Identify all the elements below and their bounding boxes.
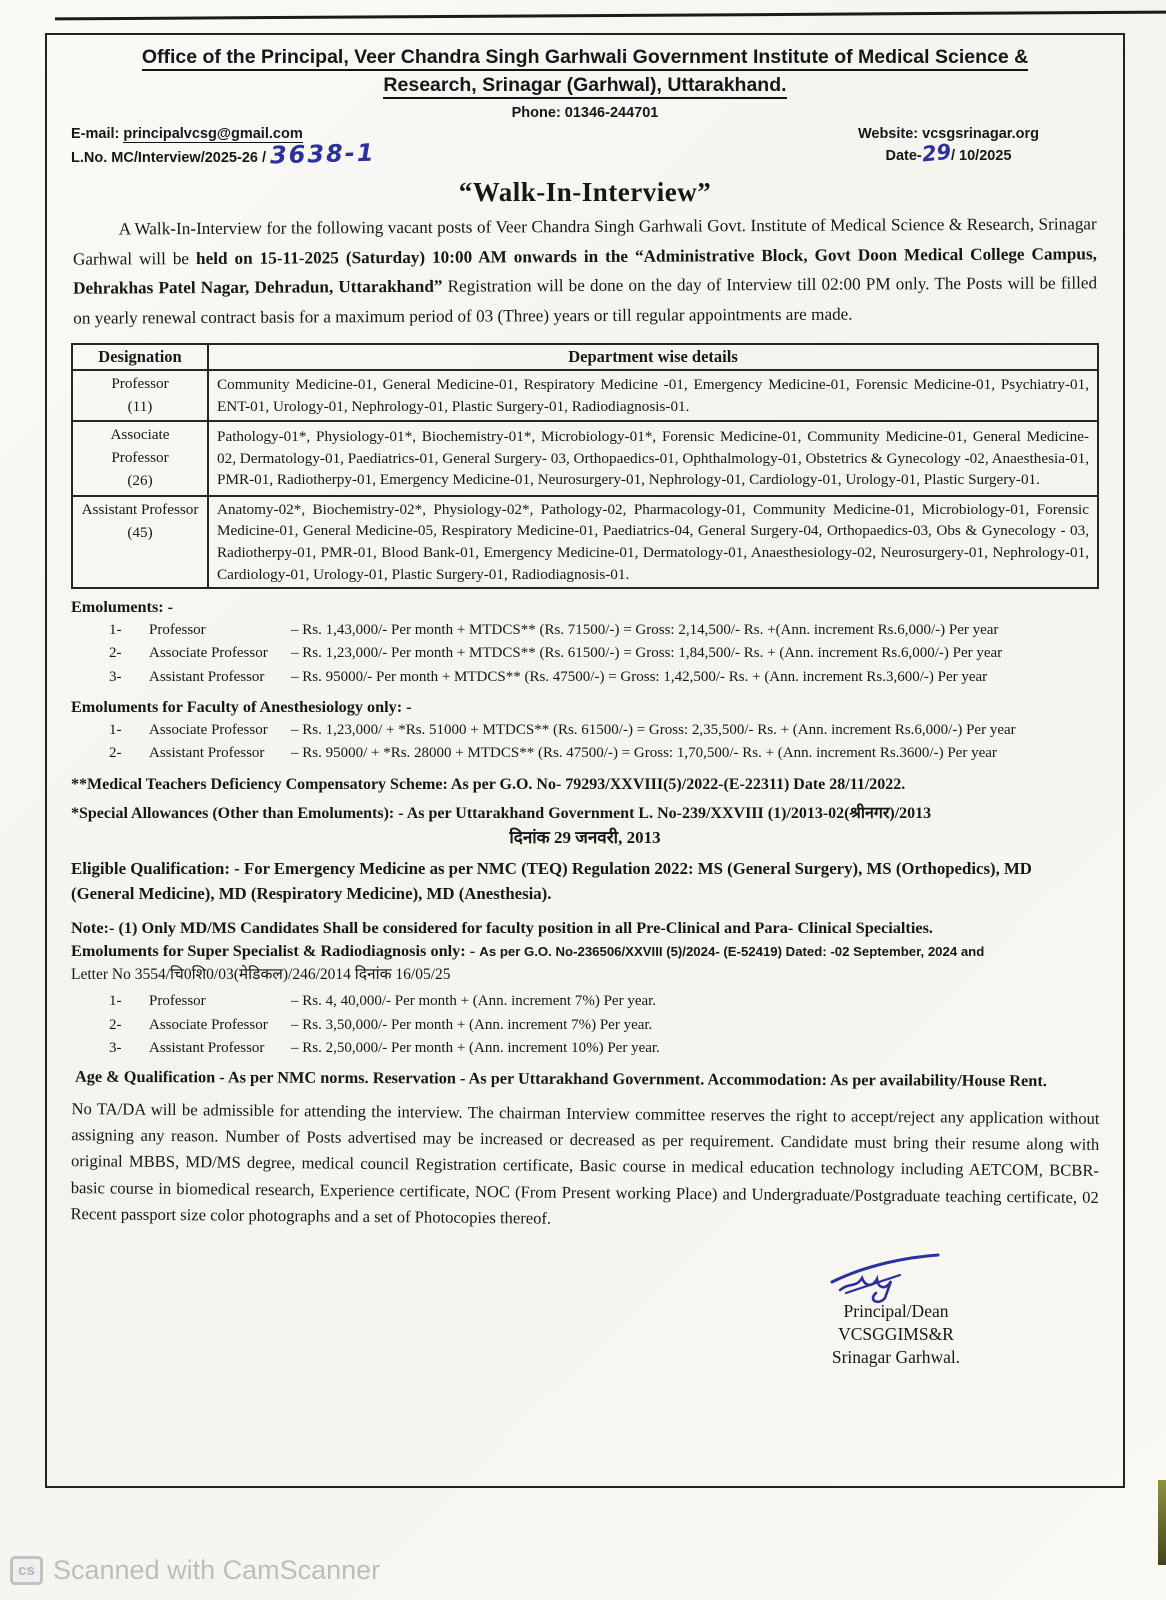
letter-number-line bbox=[71, 138, 376, 170]
letterhead-right bbox=[858, 123, 1039, 168]
designation-cell bbox=[72, 421, 208, 495]
date-prefix: Date- bbox=[885, 148, 922, 164]
letterhead-left bbox=[71, 123, 375, 170]
intro-date-bold: held on 15-11-2025 (Saturday) 10:00 AM onwards in the bbox=[195, 246, 636, 269]
special-allowances-line2: दिनांक 29 जनवरी, 2013 bbox=[509, 828, 661, 848]
designation-title: Professor bbox=[111, 374, 169, 392]
list-item bbox=[71, 619, 1099, 642]
item-number: 3- bbox=[109, 668, 122, 685]
camscanner-icon: cs bbox=[10, 1556, 43, 1585]
date-suffix: / 10/2025 bbox=[950, 148, 1012, 164]
item-number: 3- bbox=[109, 1039, 122, 1056]
email-address: principalvcsg@gmail.com bbox=[123, 125, 303, 142]
list-item bbox=[71, 742, 1099, 765]
emoluments-heading: Emoluments: - bbox=[71, 598, 174, 617]
intro-venue-bold: “Administrative Block, Govt Doon Medical College Campus, Dehrakhas Patel Nagar, Dehradun, Uttarakhand” bbox=[73, 244, 1097, 299]
letterhead-meta-row bbox=[71, 123, 1099, 170]
list-item bbox=[71, 719, 1099, 742]
designation-title: Associate Professor bbox=[110, 426, 170, 467]
designation-count: (11) bbox=[127, 397, 153, 415]
col-header-details: Department wise details bbox=[208, 344, 1098, 370]
item-number: 1- bbox=[109, 993, 122, 1010]
list-item bbox=[71, 990, 1099, 1013]
designation-count: (45) bbox=[127, 523, 153, 541]
camscanner-text: Scanned with CamScanner bbox=[53, 1555, 381, 1585]
camscanner-watermark bbox=[10, 1555, 380, 1586]
signature-org: VCSGGIMS&R bbox=[838, 1324, 954, 1345]
item-label: Associate Professor bbox=[149, 1016, 268, 1033]
anesthesiology-heading: Emoluments for Faculty of Anesthesiology only: - bbox=[71, 697, 412, 716]
item-label: Associate Professor bbox=[149, 721, 268, 738]
item-text: – Rs. 2,50,000/- Per month + (Ann. increment 10%) Per year. bbox=[291, 1039, 660, 1056]
closing-paragraph: No TA/DA will be admissible for attending the interview. The chairman Interview committee reserves the right to accept/reject any application without assigning any reason. Number of Posts advertised may be increased or decreased as per requirement. Candidate must bring their resume along with original MBBS, MD/MS degree, medical council Registration certificate, Basic course in medical education technology including AETCOM, BCBR-basic course in biomedical research, Experience certificate, NOC (From Present working Place) and Undergraduate/Postgraduate teaching certificate, 02 Recent passport size color photographs and a set of Photocopies thereof. bbox=[70, 1098, 1100, 1228]
phone-number: Phone: 01346-244701 bbox=[511, 104, 659, 121]
details-cell: Pathology-01*, Physiology-01*, Biochemistry-01*, Microbiology-01*, Forensic Medicine-01, Community Medicine-01, General Medicine-02, Dermatology-01, Paediatrics-01, General Surgery- 03, Orthopaedics-01, Ophthalmology-01, Obstetrics & Gynecology -02, Anaesthesia-01, PMR-01, Radiotherpy-01, Emergency Medicine-01, Neurosurgery-01, Nephrology-01, Cardiology-01, Urology-01, Plastic Surgery-01. bbox=[208, 421, 1098, 495]
item-number: 2- bbox=[109, 745, 122, 762]
scan-page-top-edge bbox=[55, 11, 1166, 21]
super-specialist-heading bbox=[71, 940, 1099, 986]
list-item bbox=[71, 1014, 1099, 1037]
item-label: Assistant Professor bbox=[149, 745, 265, 762]
item-label: Assistant Professor bbox=[149, 1039, 265, 1056]
emoluments-list bbox=[71, 619, 1099, 689]
details-cell: Community Medicine-01, General Medicine-01, Respiratory Medicine -01, Emergency Medicine-01, Forensic Medicine-01, Psychiatry-01, ENT-01, Urology-01, Nephrology-01, Plastic Surgery-01, Radiodiagnosis-01. bbox=[208, 370, 1098, 422]
list-item bbox=[71, 1037, 1099, 1060]
table-row bbox=[72, 496, 1098, 588]
institute-title-line1-text: Office of the Principal, Veer Chandra Singh Garhwali Government Institute of Medical Science & bbox=[142, 46, 1028, 71]
email-label: E-mail: bbox=[71, 125, 124, 142]
institute-title-line1 bbox=[71, 43, 1099, 71]
mtdcs-scheme-note: **Medical Teachers Deficiency Compensatory Scheme: As per G.O. No- 79293/XXVIII(5)/2022-(E-22311) Date 28/11/2022. bbox=[71, 776, 906, 794]
item-number: 1- bbox=[109, 721, 122, 738]
eligible-qualification: Eligible Qualification: - For Emergency Medicine as per NMC (TEQ) Regulation 2022: MS (General Surgery), MS (Orthopedics), MD (General Medicine), MD (Respiratory Medicine), MD (Anesthesia). bbox=[71, 859, 1032, 903]
col-header-designation: Designation bbox=[72, 344, 208, 370]
item-label: Professor bbox=[149, 993, 206, 1010]
item-number: 1- bbox=[109, 622, 122, 639]
list-item bbox=[71, 642, 1099, 665]
item-label: Associate Professor bbox=[149, 645, 268, 662]
item-label: Professor bbox=[149, 622, 206, 639]
signature-ink-icon bbox=[826, 1248, 966, 1308]
designation-title: Assistant Professor bbox=[81, 500, 199, 518]
table-row bbox=[72, 421, 1098, 495]
item-label: Assistant Professor bbox=[149, 668, 265, 685]
intro-part4: Registration will be done on the day of Interview till 02:00 PM only. The Posts will be filled on yearly renewal contract basis for a maximum period of 03 (Three) years or till regular appointments are made. bbox=[73, 273, 1098, 328]
item-text: – Rs. 95000/- Per month + MTDCS** (Rs. 47500/-) = Gross: 1,42,500/- Rs. + (Ann. increment Rs.3,600/-) Per year bbox=[291, 668, 988, 685]
designation-cell bbox=[72, 370, 208, 422]
super-specialist-bold: Emoluments for Super Specialist & Radiodiagnosis only: - bbox=[71, 940, 480, 960]
page-title: “Walk-In-Interview” bbox=[458, 177, 712, 208]
website-line: Website: vcsgsrinagar.org bbox=[857, 125, 1039, 142]
item-number: 2- bbox=[109, 1016, 122, 1033]
signature-place: Srinagar Garhwal. bbox=[831, 1346, 961, 1367]
signature-block bbox=[771, 1248, 1021, 1368]
document-border-box bbox=[45, 33, 1125, 1488]
intro-paragraph bbox=[73, 210, 1098, 334]
designation-count: (26) bbox=[127, 471, 153, 489]
scan-edge-artifact bbox=[1158, 1480, 1166, 1565]
anesthesiology-list bbox=[71, 719, 1099, 766]
special-allowances-line1: *Special Allowances (Other than Emoluments): - As per Uttarakhand Government L. No-239/XXVIII (1)/2013-02(श्रीनगर)/2013 bbox=[71, 805, 932, 823]
date-handwritten: 29 bbox=[920, 139, 953, 167]
list-item bbox=[71, 666, 1099, 689]
item-text: – Rs. 95000/ + *Rs. 28000 + MTDCS** (Rs. 47500/-) = Gross: 1,70,500/- Rs. + (Ann. increment Rs.3600/-) Per year bbox=[291, 745, 997, 762]
item-text: – Rs. 1,23,000/- Per month + MTDCS** (Rs. 61500/-) = Gross: 1,84,500/- Rs. + (Ann. increment Rs.6,000/-) Per year bbox=[291, 645, 1003, 662]
letter-number: L.No. MC/Interview/2025-26 / bbox=[71, 150, 267, 166]
item-number: 2- bbox=[109, 645, 122, 662]
details-cell: Anatomy-02*, Biochemistry-02*, Physiology-02*, Pathology-02, Pharmacology-01, Community Medicine-01, Microbiology-01, Forensic Medicine-01, General Medicine-05, Respiratory Medicine-01, Paediatrics-04, General Surgery-04, Orthopaedics-03, Obs & Gynecology - 03, Radiotherpy-01, PMR-01, Blood Bank-01, Emergency Medicine-01, Dermatology-01, Anaesthesiology-02, Neurosurgery-01, Nephrology-01, Cardiology-01, Urology-01, Plastic Surgery-01, Radiodiagnosis-01. bbox=[208, 496, 1098, 588]
super-specialist-go-ref: As per G.O. No-236506/XXVIII (5)/2024- (E-52419) Dated: -02 September, 2024 and bbox=[479, 943, 985, 959]
intro-part1: A Walk-In-Interview for the following vacant posts of Veer Chandra Singh Garhwali Govt. Institute of Medical Science & Research, Srinagar Garhwal will be bbox=[72, 214, 1097, 269]
letterhead bbox=[71, 43, 1099, 169]
date-line bbox=[858, 139, 1039, 167]
item-text: – Rs. 1,23,000/ + *Rs. 51000 + MTDCS** (Rs. 61500/-) = Gross: 2,35,500/- Rs. + (Ann. increment Rs.6,000/-) Per year bbox=[291, 721, 1016, 738]
age-qualification-line: Age & Qualification - As per NMC norms. Reservation - As per Uttarakhand Government. Accommodation: As per availability/House Rent. bbox=[74, 1066, 1047, 1091]
table-header-row bbox=[72, 344, 1098, 370]
super-specialist-list bbox=[71, 990, 1099, 1060]
item-text: – Rs. 3,50,000/- Per month + (Ann. increment 7%) Per year. bbox=[291, 1016, 653, 1033]
letter-number-handwritten: 3638-1 bbox=[269, 138, 376, 170]
institute-title-line2-text: Research, Srinagar (Garhwal), Uttarakhand. bbox=[383, 74, 786, 99]
institute-title-line2 bbox=[71, 71, 1099, 99]
vacancy-table bbox=[71, 343, 1099, 589]
note-md-ms: Note:- (1) Only MD/MS Candidates Shall be considered for faculty position in all Pre-Clinical and Para- Clinical Specialties. bbox=[71, 918, 933, 938]
super-specialist-letter-ref: Letter No 3554/चि0शि0/03(मेडिकल)/246/2014 दिनांक 16/05/25 bbox=[71, 965, 451, 983]
designation-cell bbox=[72, 496, 208, 588]
item-text: – Rs. 4, 40,000/- Per month + (Ann. increment 7%) Per year. bbox=[291, 993, 657, 1010]
item-text: – Rs. 1,43,000/- Per month + MTDCS** (Rs. 71500/-) = Gross: 2,14,500/- Rs. +(Ann. increment Rs.6,000/-) Per year bbox=[291, 622, 999, 639]
table-row bbox=[72, 370, 1098, 422]
signature-role: Principal/Dean bbox=[843, 1301, 949, 1322]
